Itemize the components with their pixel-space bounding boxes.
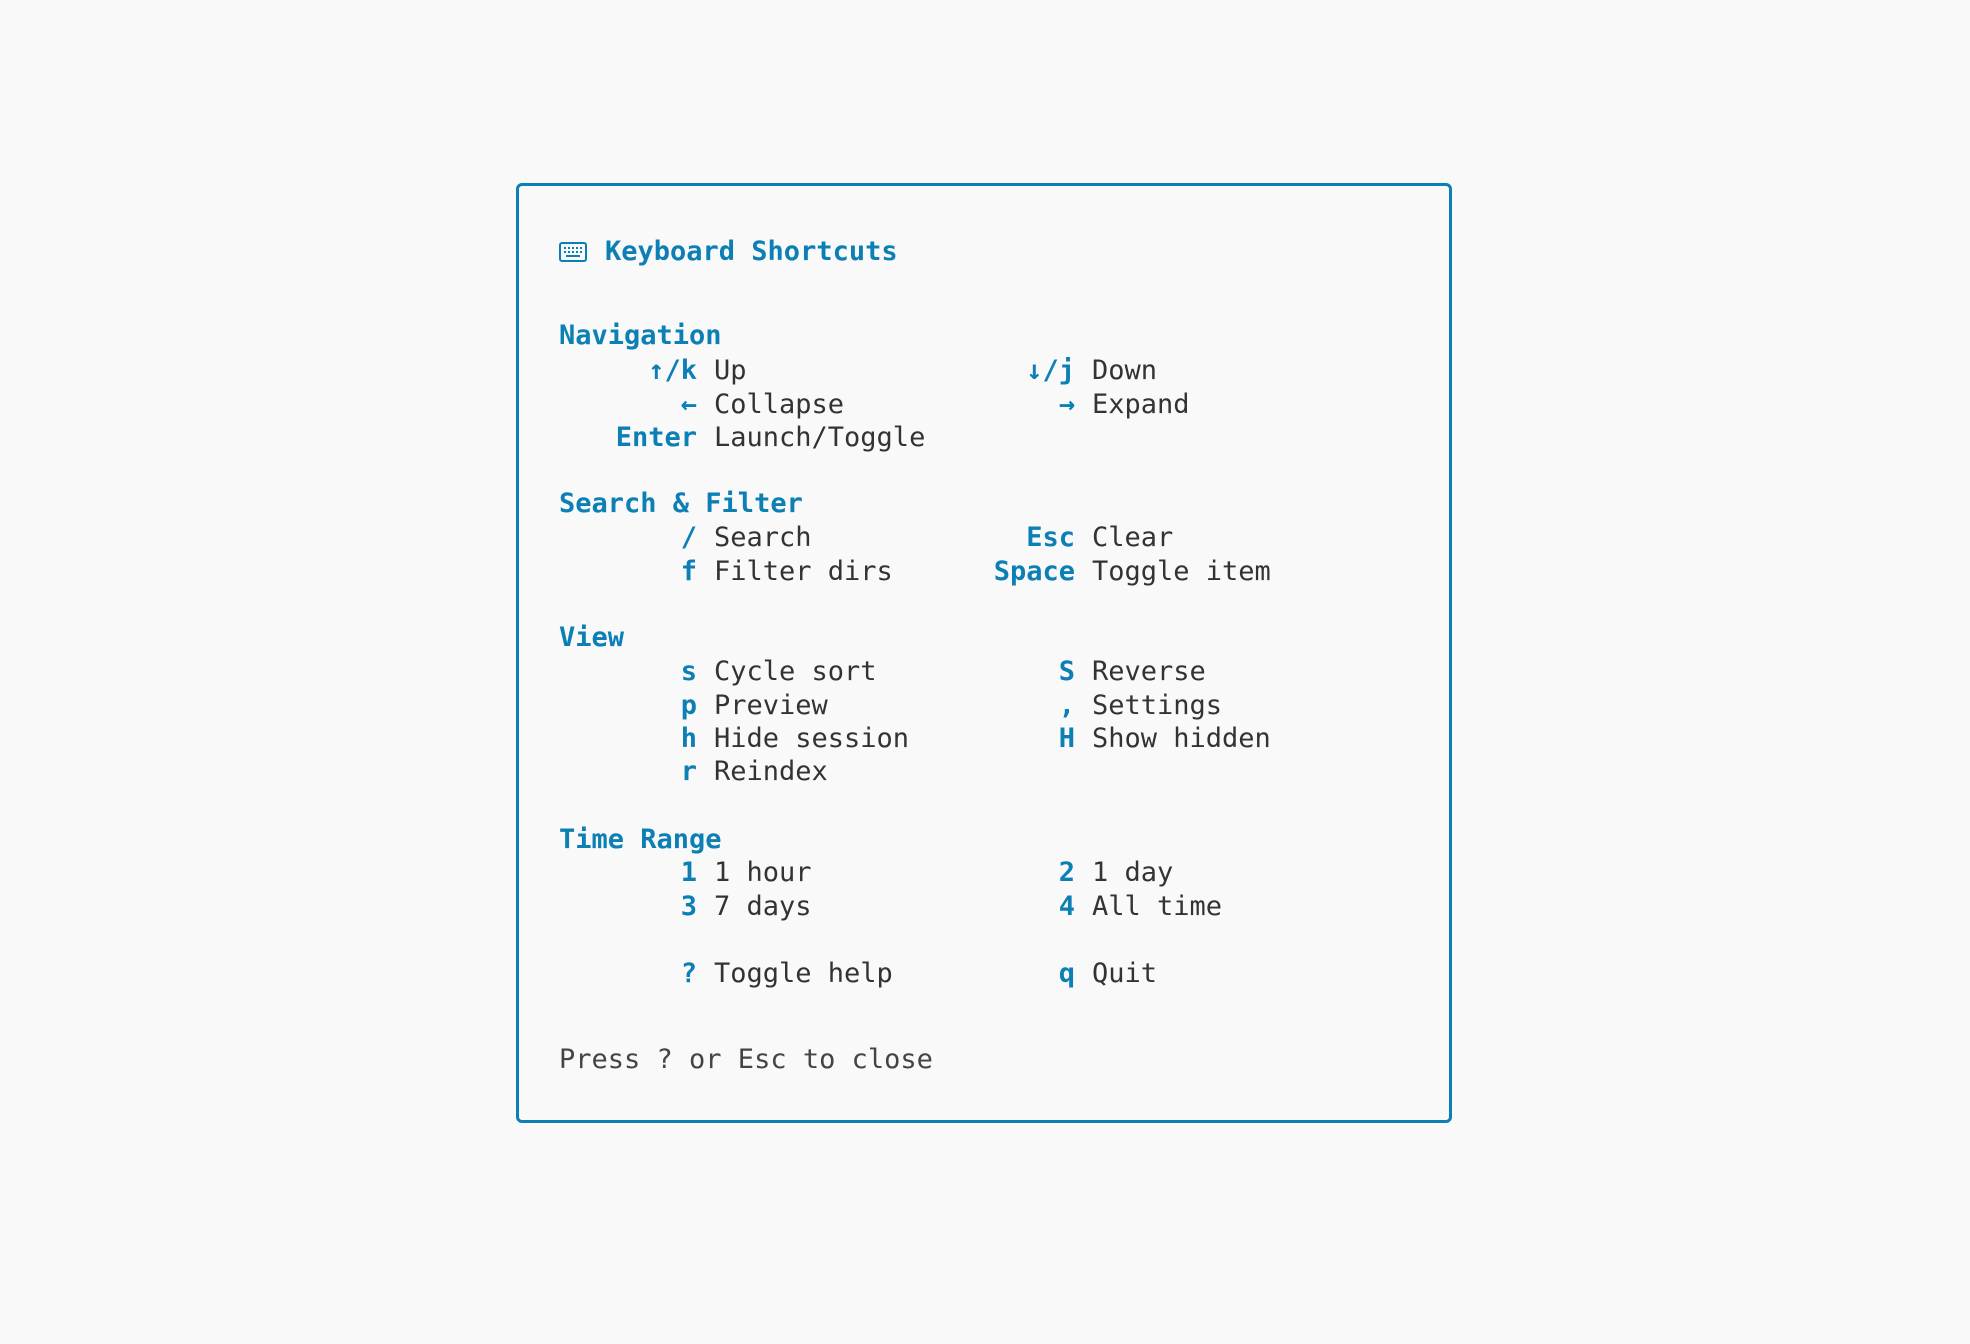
shortcut-description: 1 day	[1092, 857, 1174, 888]
shortcut-key: Esc	[1026, 522, 1075, 553]
shortcut-description: Toggle item	[1092, 556, 1271, 587]
shortcut-key: →	[1058, 389, 1075, 420]
shortcut-description: Filter dirs	[714, 556, 893, 587]
shortcut-description: Reindex	[714, 756, 828, 787]
shortcut-key: H	[1058, 723, 1075, 754]
shortcut-description: Settings	[1092, 690, 1223, 721]
shortcut-row	[519, 655, 1449, 689]
section-title-search-filter: Search & Filter	[559, 488, 803, 519]
shortcut-key: s	[680, 656, 697, 687]
shortcut-row	[519, 388, 1449, 422]
shortcut-key: ↓/j	[1026, 355, 1075, 386]
shortcut-key: 3	[680, 891, 697, 922]
section-title-navigation: Navigation	[559, 320, 722, 351]
shortcut-description: Up	[714, 355, 747, 386]
shortcut-row	[519, 755, 1449, 789]
shortcut-description: Down	[1092, 355, 1158, 386]
shortcut-key: Enter	[615, 422, 697, 453]
shortcut-key: h	[680, 723, 697, 754]
shortcut-key: ,	[1058, 690, 1075, 721]
shortcut-row	[519, 555, 1449, 589]
section-title-time-range: Time Range	[559, 824, 722, 855]
shortcut-row	[519, 957, 1449, 991]
shortcut-key: 1	[680, 857, 697, 888]
dialog-header	[559, 236, 898, 267]
shortcut-description: Reverse	[1092, 656, 1206, 687]
keyboard-shortcuts-dialog	[516, 183, 1452, 1123]
shortcut-key: ↑/k	[648, 355, 697, 386]
shortcut-row	[519, 890, 1449, 924]
shortcut-description: Toggle help	[714, 958, 893, 989]
shortcut-key: 4	[1058, 891, 1075, 922]
shortcut-key: ?	[680, 958, 697, 989]
shortcut-key: r	[680, 756, 697, 787]
shortcut-key: f	[680, 556, 697, 587]
shortcut-row	[519, 421, 1449, 455]
close-hint: Press ? or Esc to close	[559, 1044, 933, 1075]
shortcut-row	[519, 722, 1449, 756]
shortcut-description: Launch/Toggle	[714, 422, 926, 453]
section-title-view: View	[559, 622, 625, 653]
keyboard-icon	[559, 242, 587, 262]
shortcut-key: /	[680, 522, 697, 553]
shortcut-row	[519, 856, 1449, 890]
shortcut-description: Expand	[1092, 389, 1190, 420]
shortcut-description: Show hidden	[1092, 723, 1271, 754]
dialog-title: Keyboard Shortcuts	[605, 236, 898, 267]
shortcut-key: 2	[1058, 857, 1075, 888]
shortcut-description: Preview	[714, 690, 828, 721]
shortcut-row	[519, 689, 1449, 723]
shortcut-key: Space	[993, 556, 1075, 587]
shortcut-row	[519, 354, 1449, 388]
shortcut-description: All time	[1092, 891, 1223, 922]
shortcut-description: 7 days	[714, 891, 812, 922]
shortcut-description: Collapse	[714, 389, 845, 420]
shortcut-description: Search	[714, 522, 812, 553]
shortcut-description: 1 hour	[714, 857, 812, 888]
shortcut-key: S	[1058, 656, 1075, 687]
shortcut-description: Clear	[1092, 522, 1174, 553]
shortcut-key: q	[1058, 958, 1075, 989]
shortcut-key: ←	[680, 389, 697, 420]
shortcut-description: Cycle sort	[714, 656, 877, 687]
shortcut-row	[519, 521, 1449, 555]
shortcut-description: Hide session	[714, 723, 910, 754]
shortcut-key: p	[680, 690, 697, 721]
shortcut-description: Quit	[1092, 958, 1158, 989]
